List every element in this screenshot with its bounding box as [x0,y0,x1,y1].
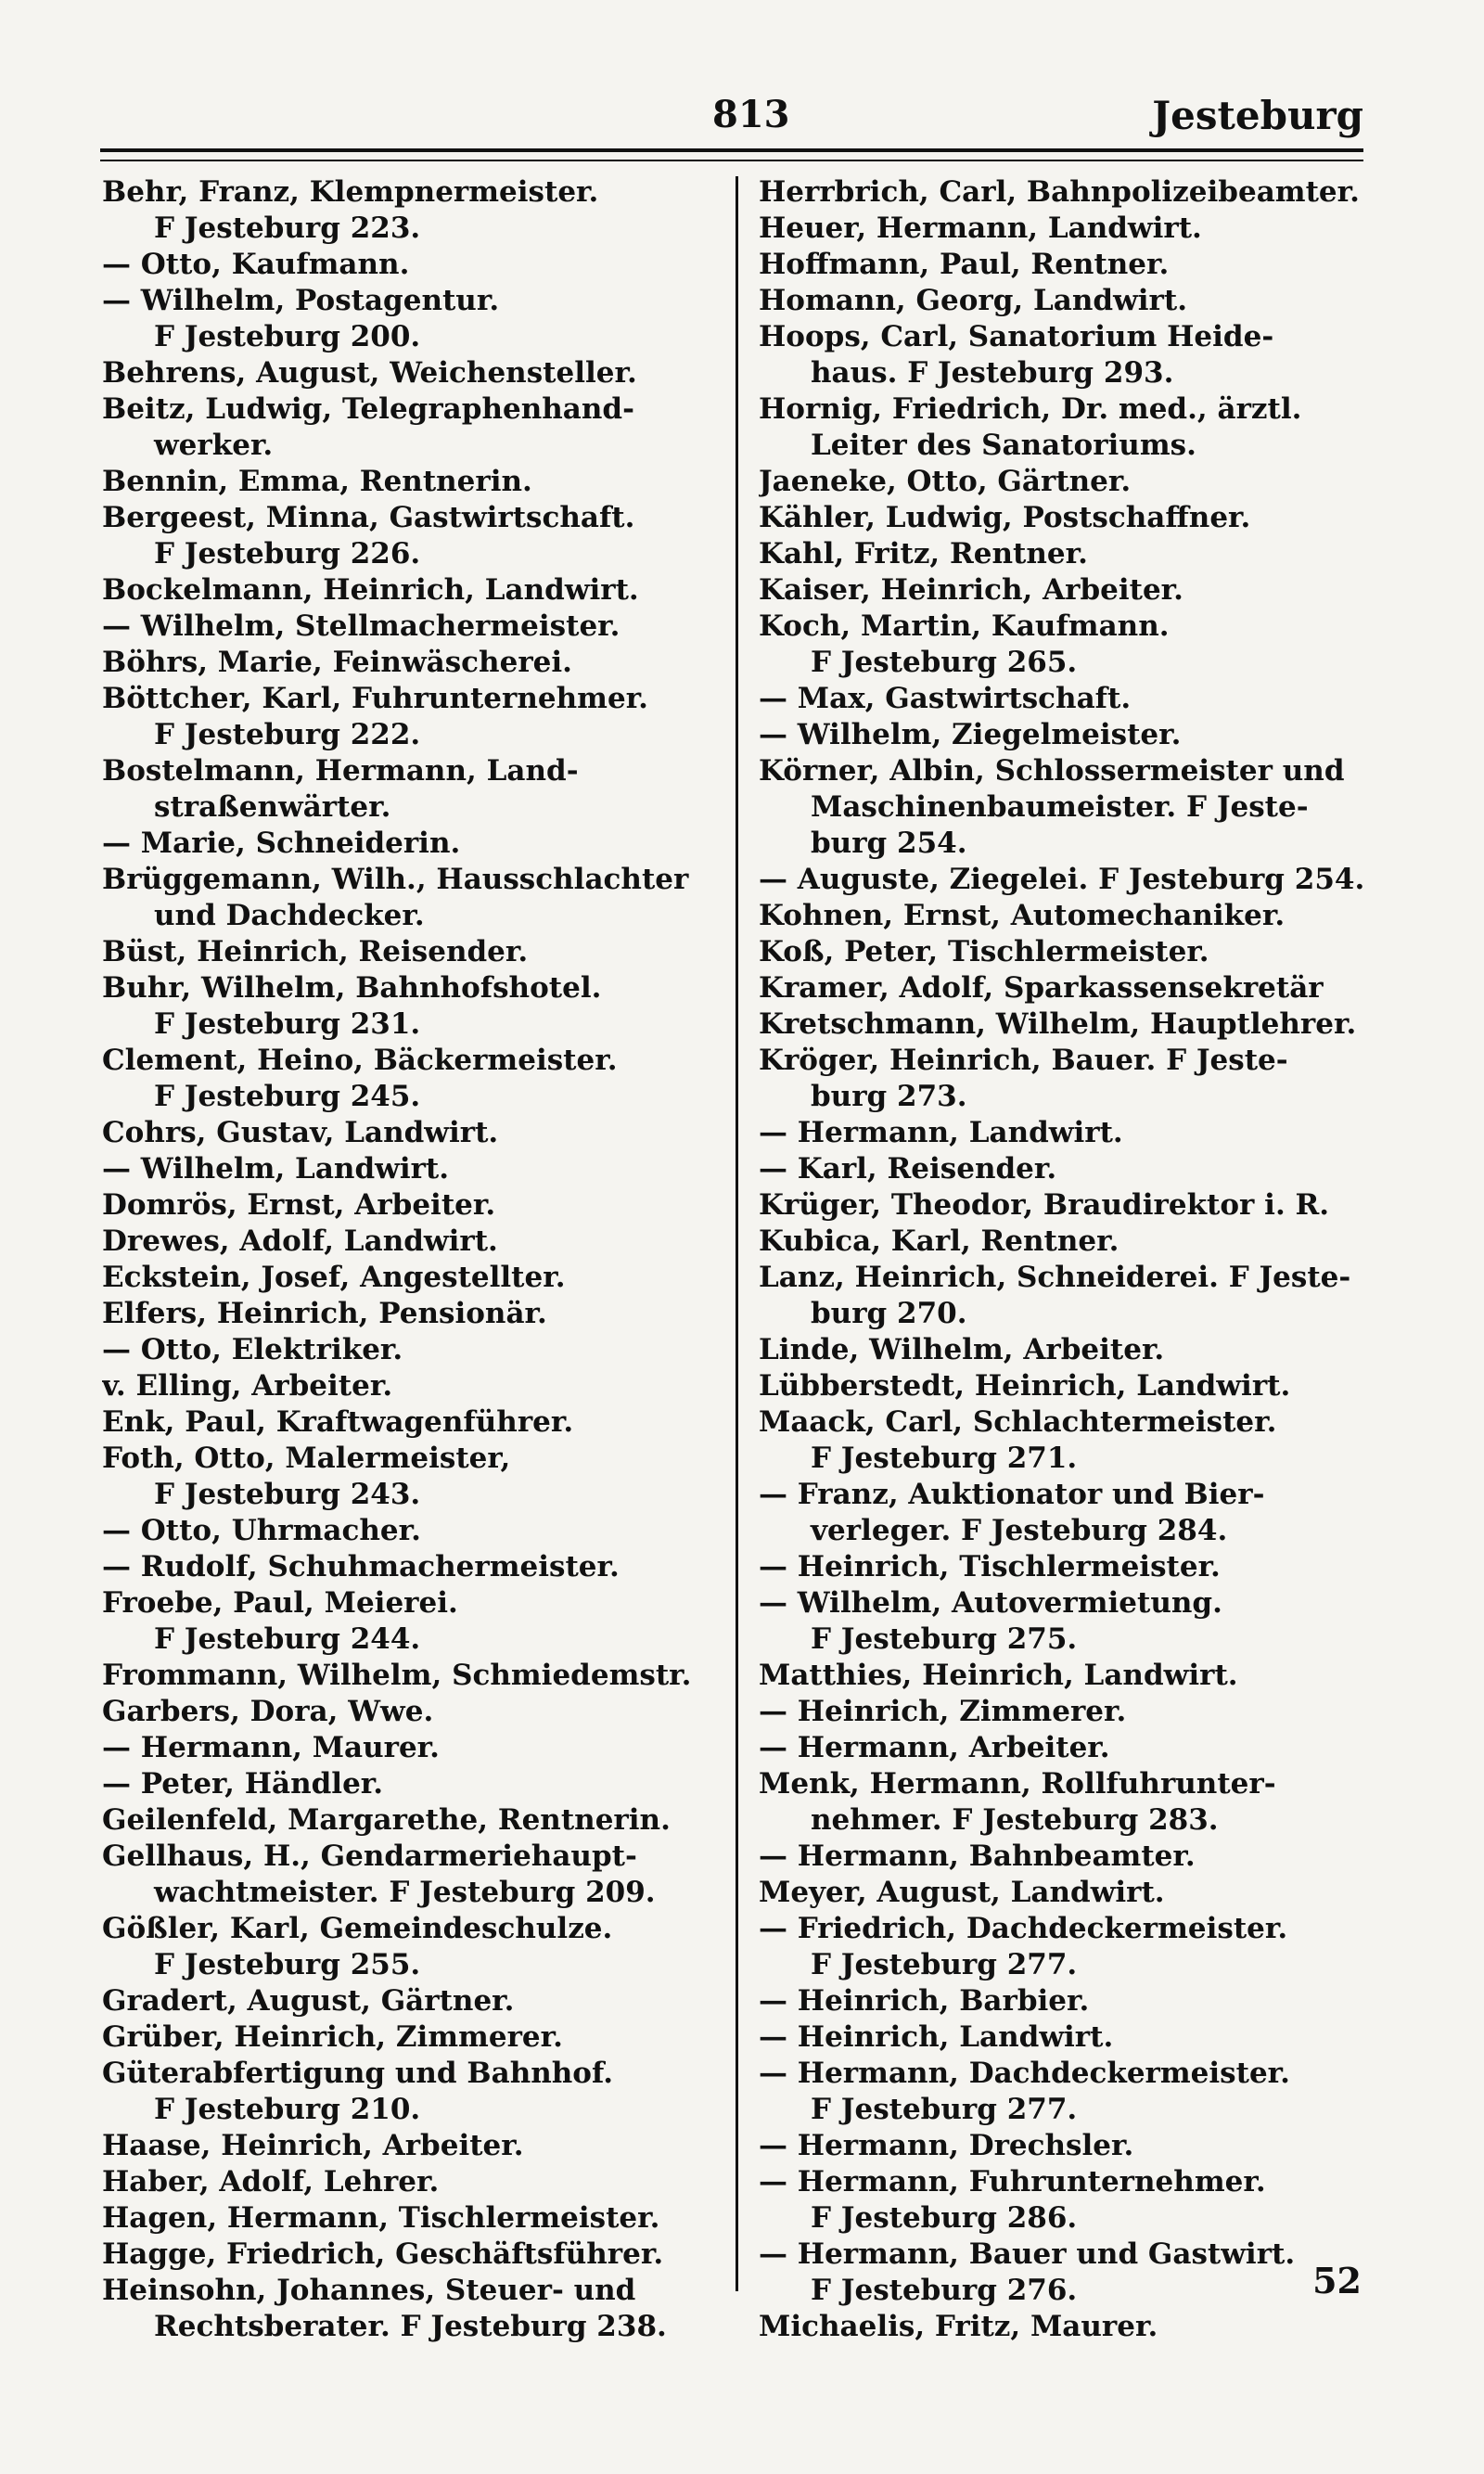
directory-entry-line: Güterabfertigung und Bahnhof. [102,2057,614,2090]
directory-entry-line: burg 270. [811,1297,967,1330]
directory-entry-line: Büst, Heinrich, Reisender. [102,935,529,968]
directory-entry-line: — Karl, Reisender. [759,1152,1057,1186]
directory-entry-line: — Hermann, Fuhrunternehmer. [759,2165,1266,2198]
right-column [759,174,1380,2345]
directory-entry-line: haus. F Jesteburg 293. [811,356,1174,390]
directory-entry-line: Böhrs, Marie, Feinwäscherei. [102,646,572,679]
directory-entry-line: Kahl, Fritz, Rentner. [759,537,1088,570]
directory-entry-line: — Wilhelm, Autovermietung. [759,1586,1222,1620]
directory-entry-line: Kramer, Adolf, Sparkassensekretär [759,971,1324,1005]
directory-entry-line: Böttcher, Karl, Fuhrunternehmer. [102,682,648,715]
directory-entry-line: Menk, Hermann, Rollfuhrunter- [759,1767,1276,1801]
page-header [100,93,1363,139]
directory-entry-line: Herrbrich, Carl, Bahnpolizeibeamter. [759,175,1360,209]
directory-entry-line: Buhr, Wilhelm, Bahnhofshotel. [102,971,602,1005]
directory-entry-line: — Hermann, Arbeiter. [759,1731,1110,1764]
directory-entry-line: — Hermann, Landwirt. [759,1116,1123,1149]
left-column [102,174,733,2345]
directory-entry-line: — Wilhelm, Stellmachermeister. [102,609,620,643]
directory-entry-line: — Heinrich, Tischlermeister. [759,1550,1221,1583]
directory-entry-line: Koß, Peter, Tischlermeister. [759,935,1209,968]
sheet-number: 52 [1312,2260,1362,2301]
directory-entry-line: F Jesteburg 222. [154,718,421,751]
column-divider [736,176,738,2291]
directory-entry-line: F Jesteburg 210. [154,2093,421,2126]
directory-entry-line: F Jesteburg 231. [154,1007,421,1041]
directory-entry-line: verleger. F Jesteburg 284. [811,1514,1228,1547]
directory-entry-line: Geilenfeld, Margarethe, Rentnerin. [102,1803,671,1837]
directory-entry-line: Matthies, Heinrich, Landwirt. [759,1659,1238,1692]
directory-entry-line: Beitz, Ludwig, Telegraphenhand- [102,392,634,426]
directory-entry-line: Frommann, Wilhelm, Schmiedemstr. [102,1659,692,1692]
directory-entry-line: Cohrs, Gustav, Landwirt. [102,1116,499,1149]
directory-entry-line: Hornig, Friedrich, Dr. med., ärztl. [759,392,1302,426]
directory-entry-line: — Wilhelm, Ziegelmeister. [759,718,1182,751]
directory-entry-line: — Wilhelm, Postagentur. [102,284,500,317]
directory-entry-line: Gößler, Karl, Gemeindeschulze. [102,1912,613,1945]
directory-entry-line: — Rudolf, Schuhmachermeister. [102,1550,620,1583]
directory-entry-line: — Heinrich, Zimmerer. [759,1695,1127,1728]
directory-entry-line: — Peter, Händler. [102,1767,384,1801]
directory-entry-line: F Jesteburg 245. [154,1080,421,1113]
directory-entry-line: — Otto, Uhrmacher. [102,1514,421,1547]
directory-entry-line: Behrens, August, Weichensteller. [102,356,637,390]
directory-entry-line: Linde, Wilhelm, Arbeiter. [759,1333,1165,1366]
directory-entry-line: — Franz, Auktionator und Bier- [759,1478,1265,1511]
directory-entry-line: Kähler, Ludwig, Postschaffner. [759,501,1251,534]
directory-entry-line: straßenwärter. [154,790,391,824]
directory-entry-line: Domrös, Ernst, Arbeiter. [102,1188,496,1222]
directory-entry-line: F Jesteburg 255. [154,1948,421,1981]
directory-entry-line: werker. [154,429,274,462]
directory-entry-line: F Jesteburg 200. [154,320,421,353]
directory-entry-line: — Otto, Kaufmann. [102,248,410,281]
directory-entry-line: wachtmeister. F Jesteburg 209. [154,1876,656,1909]
directory-entry-line: Kröger, Heinrich, Bauer. F Jeste- [759,1044,1288,1077]
directory-entry-line: Elfers, Heinrich, Pensionär. [102,1297,547,1330]
directory-entry-line: Heinsohn, Johannes, Steuer- und [102,2274,636,2307]
directory-entry-line: F Jesteburg 226. [154,537,421,570]
directory-entry-line: Heuer, Hermann, Landwirt. [759,212,1202,245]
directory-entry-line: burg 254. [811,827,967,860]
directory-entry-line: Meyer, August, Landwirt. [759,1876,1165,1909]
directory-entry-line: F Jesteburg 277. [811,1948,1078,1981]
directory-entry-line: F Jesteburg 265. [811,646,1078,679]
directory-entry-line: Bostelmann, Hermann, Land- [102,754,579,788]
directory-entry-line: — Hermann, Dachdeckermeister. [759,2057,1290,2090]
directory-entry-line: Maschinenbaumeister. F Jeste- [811,790,1309,824]
directory-entry-line: Garbers, Dora, Wwe. [102,1695,434,1728]
running-head-place: Jesteburg [1152,93,1363,138]
directory-entry-line: F Jesteburg 223. [154,212,421,245]
directory-entry-line: F Jesteburg 286. [811,2201,1078,2235]
directory-entry-line: — Wilhelm, Landwirt. [102,1152,450,1186]
directory-entry-line: Bennin, Emma, Rentnerin. [102,465,532,498]
directory-entry-line: Michaelis, Fritz, Maurer. [759,2310,1158,2343]
directory-entry-line: Jaeneke, Otto, Gärtner. [759,465,1132,498]
directory-entry-line: F Jesteburg 243. [154,1478,421,1511]
directory-entry-line: — Heinrich, Barbier. [759,1984,1090,2018]
directory-entry-line: — Max, Gastwirtschaft. [759,682,1132,715]
directory-entry-line: F Jesteburg 271. [811,1442,1078,1475]
directory-entry-line: — Hermann, Drechsler. [759,2129,1134,2162]
directory-entry-line: Grüber, Heinrich, Zimmerer. [102,2020,563,2054]
directory-entry-line: Clement, Heino, Bäckermeister. [102,1044,618,1077]
directory-entry-line: und Dachdecker. [154,899,425,932]
directory-entry-line: Kubica, Karl, Rentner. [759,1224,1119,1258]
directory-entry-line: F Jesteburg 244. [154,1622,421,1656]
directory-entry-line: — Hermann, Maurer. [102,1731,440,1764]
directory-entry-line: F Jesteburg 277. [811,2093,1078,2126]
directory-entry-line: Froebe, Paul, Meierei. [102,1586,458,1620]
directory-entry-line: Behr, Franz, Klempnermeister. [102,175,599,209]
directory-entry-line: Haber, Adolf, Lehrer. [102,2165,440,2198]
directory-entry-line: Enk, Paul, Kraftwagenführer. [102,1405,574,1439]
directory-entry-line: Gradert, August, Gärtner. [102,1984,515,2018]
page-number: 813 [712,93,790,136]
directory-entry-line: Hagge, Friedrich, Geschäftsführer. [102,2237,664,2271]
directory-entry-line: v. Elling, Arbeiter. [102,1369,393,1403]
directory-entry-line: Kohnen, Ernst, Automechaniker. [759,899,1286,932]
directory-entry-line: Leiter des Sanatoriums. [811,429,1196,462]
directory-entry-line: — Otto, Elektriker. [102,1333,403,1366]
directory-entry-line: — Hermann, Bahnbeamter. [759,1839,1196,1873]
directory-entry-line: Bergeest, Minna, Gastwirtschaft. [102,501,635,534]
directory-entry-line: Drewes, Adolf, Landwirt. [102,1224,498,1258]
directory-entry-line: Kretschmann, Wilhelm, Hauptlehrer. [759,1007,1357,1041]
directory-entry-line: Kaiser, Heinrich, Arbeiter. [759,573,1183,607]
header-double-rule [100,148,1363,161]
directory-entry-line: Brüggemann, Wilh., Hausschlachter [102,863,689,896]
directory-entry-line: burg 273. [811,1080,967,1113]
directory-entry-line: nehmer. F Jesteburg 283. [811,1803,1219,1837]
directory-entry-line: Homann, Georg, Landwirt. [759,284,1187,317]
directory-entry-line: Maack, Carl, Schlachtermeister. [759,1405,1277,1439]
directory-entry-line: — Heinrich, Landwirt. [759,2020,1114,2054]
directory-entry-line: Rechtsberater. F Jesteburg 238. [154,2310,667,2343]
directory-entry-line: Krüger, Theodor, Braudirektor i. R. [759,1188,1330,1222]
directory-entry-line: F Jesteburg 276. [811,2274,1078,2307]
directory-entry-line: Haase, Heinrich, Arbeiter. [102,2129,524,2162]
directory-entry-line: Koch, Martin, Kaufmann. [759,609,1170,643]
directory-entry-line: Gellhaus, H., Gendarmeriehaupt- [102,1839,637,1873]
directory-entry-line: Eckstein, Josef, Angestellter. [102,1261,566,1294]
directory-entry-line: — Marie, Schneiderin. [102,827,461,860]
directory-entry-line: — Friedrich, Dachdeckermeister. [759,1912,1288,1945]
directory-entry-line: Hagen, Hermann, Tischlermeister. [102,2201,660,2235]
directory-entry-line: Bockelmann, Heinrich, Landwirt. [102,573,639,607]
directory-entry-line: Hoops, Carl, Sanatorium Heide- [759,320,1274,353]
directory-entry-line: Lübberstedt, Heinrich, Landwirt. [759,1369,1291,1403]
directory-entry-line: — Auguste, Ziegelei. F Jesteburg 254. [759,863,1365,896]
directory-entry-line: Foth, Otto, Malermeister, [102,1442,511,1475]
directory-entry-line: Lanz, Heinrich, Schneiderei. F Jeste- [759,1261,1351,1294]
directory-entry-line: F Jesteburg 275. [811,1622,1078,1656]
directory-entry-line: Körner, Albin, Schlossermeister und [759,754,1345,788]
directory-entry-line: — Hermann, Bauer und Gastwirt. [759,2237,1296,2271]
directory-entry-line: Hoffmann, Paul, Rentner. [759,248,1170,281]
